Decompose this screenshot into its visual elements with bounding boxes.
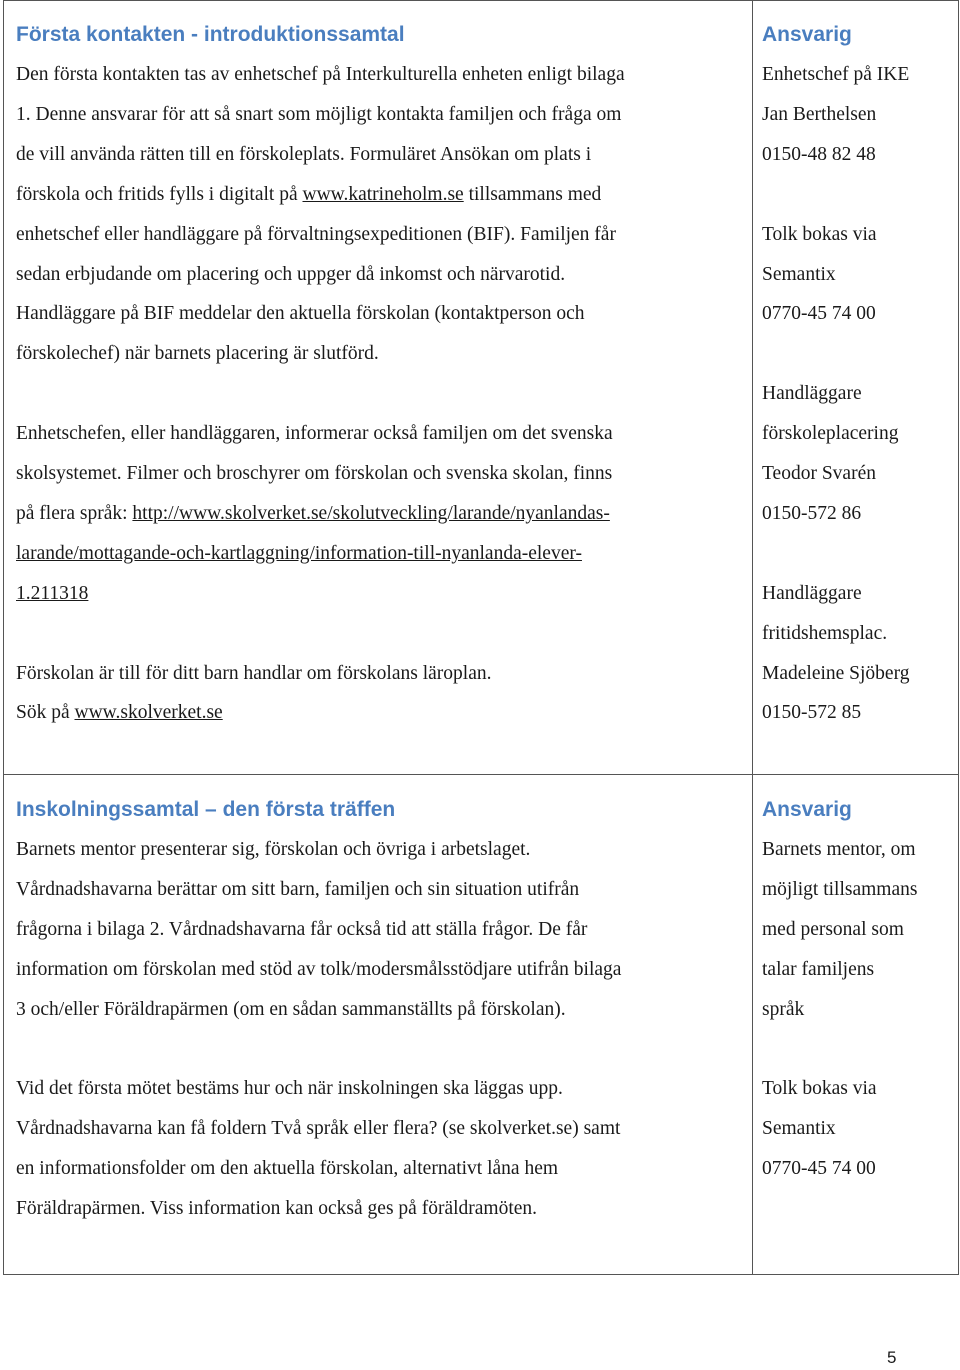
responsible-line: språk: [762, 998, 805, 1020]
intro-p2-line: [16, 494, 741, 534]
intro-heading: Första kontakten - introduktionssamtal: [16, 23, 405, 46]
inskolning-p1-line: 3 och/eller Föräldrapärmen (om en sådan sammanställts på förskolan).: [16, 998, 566, 1020]
responsible-line: Teodor Svarén: [762, 463, 876, 485]
inskolning-heading: Inskolningssamtal – den första träffen: [16, 798, 396, 821]
intro-p3-line: Förskolan är till för ditt barn handlar om förskolans läroplan.: [16, 662, 492, 684]
responsible-line: Tolk bokas via: [762, 223, 877, 245]
responsible-line: Tolk bokas via: [762, 1078, 877, 1100]
responsible-line: med personal som: [762, 918, 904, 940]
responsible-line: Madeleine Sjöberg: [762, 662, 910, 684]
skolverket-link[interactable]: www.skolverket.se: [74, 702, 223, 724]
inskolning-p2-line: en informationsfolder om den aktuella förskolan, alternativt låna hem: [16, 1158, 559, 1180]
intro-p3-line: [16, 693, 741, 733]
column-divider: [752, 1, 753, 774]
page-number: 5: [887, 1348, 897, 1367]
intro-p1-line: Den första kontakten tas av enhetschef på Interkulturella enheten enligt bilaga: [16, 64, 625, 85]
intro-responsible-column: [762, 15, 957, 733]
inskolning-main-column: [16, 790, 741, 1229]
responsible-line: talar familjens: [762, 958, 875, 980]
intro-p1-line: de vill använda rätten till en förskoleplats. Formuläret Ansökan om plats i: [16, 143, 592, 165]
intro-p1-text: tillsammans med: [463, 183, 602, 205]
column-divider: [752, 775, 753, 1274]
intro-p2-line: Enhetschefen, eller handläggaren, informerar också familjen om det svenska: [16, 423, 613, 445]
inskolning-p1-line: frågorna i bilaga 2. Vårdnadshavarna får också tid att ställa frågor. De får: [16, 918, 588, 940]
intro-p3-text: Sök på: [16, 702, 75, 724]
responsible-line: förskoleplacering: [762, 423, 899, 445]
intro-p1-line: förskolechef) när barnets placering är slutförd.: [16, 343, 379, 365]
inskolning-p1-line: Vårdnadshavarna berättar om sitt barn, familjen och sin situation utifrån: [16, 878, 580, 900]
intro-p2-line: skolsystemet. Filmer och broschyrer om förskolan och svenska skolan, finns: [16, 463, 613, 485]
katrineholm-link[interactable]: www.katrineholm.se: [302, 183, 464, 205]
responsible-line: Handläggare: [762, 582, 862, 604]
responsible-line: möjligt tillsammans: [762, 878, 918, 900]
intro-p1-text: förskola och fritids fylls i digitalt på: [16, 183, 303, 205]
inskolning-p2-line: Vid det första mötet bestäms hur och när inskolningen ska läggas upp.: [16, 1078, 563, 1100]
responsible-line: 0150-572 85: [762, 702, 862, 724]
intro-main-column: [16, 15, 741, 733]
intro-section: [3, 0, 959, 775]
skolverket-long-link[interactable]: larande/mottagande-och-kartlaggning/information-till-nyanlanda-elever-: [16, 542, 582, 564]
responsible-heading: Ansvarig: [762, 798, 852, 821]
intro-p1-line: [16, 175, 741, 215]
intro-p2-text: på flera språk:: [16, 502, 133, 524]
responsible-line: fritidshemsplac.: [762, 622, 888, 644]
responsible-heading: Ansvarig: [762, 23, 852, 46]
intro-p1-line: enhetschef eller handläggare på förvaltningsexpeditionen (BIF). Familjen får: [16, 223, 616, 245]
inskolning-section: [3, 774, 959, 1275]
responsible-line: Semantix: [762, 1118, 836, 1140]
responsible-line: Enhetschef på IKE: [762, 64, 910, 85]
responsible-line: Jan Berthelsen: [762, 103, 877, 125]
inskolning-p1-line: information om förskolan med stöd av tolk/modersmålsstödjare utifrån bilaga: [16, 958, 622, 980]
intro-p1-line: sedan erbjudande om placering och uppger då inkomst och närvarotid.: [16, 263, 566, 285]
responsible-line: Semantix: [762, 263, 836, 285]
responsible-line: Barnets mentor, om: [762, 839, 916, 860]
responsible-line: 0150-48 82 48: [762, 143, 876, 165]
skolverket-long-link[interactable]: 1.211318: [16, 582, 89, 604]
inskolning-p2-line: Föräldrapärmen. Viss information kan också ges på föräldramöten.: [16, 1198, 538, 1220]
intro-p1-line: Handläggare på BIF meddelar den aktuella förskolan (kontaktperson och: [16, 303, 585, 325]
inskolning-p2-line: Vårdnadshavarna kan få foldern Två språk eller flera? (se skolverket.se) samt: [16, 1118, 621, 1140]
skolverket-long-link[interactable]: http://www.skolverket.se/skolutveckling/larande/nyanlandas-: [132, 502, 610, 524]
responsible-line: 0770-45 74 00: [762, 1158, 876, 1180]
inskolning-responsible-column: [762, 790, 957, 1189]
intro-p1-line: 1. Denne ansvarar för att så snart som möjligt kontakta familjen och fråga om: [16, 103, 622, 125]
responsible-line: Handläggare: [762, 383, 862, 405]
responsible-line: 0770-45 74 00: [762, 303, 876, 325]
responsible-line: 0150-572 86: [762, 502, 862, 524]
inskolning-p1-line: Barnets mentor presenterar sig, förskolan och övriga i arbetslaget.: [16, 839, 531, 860]
